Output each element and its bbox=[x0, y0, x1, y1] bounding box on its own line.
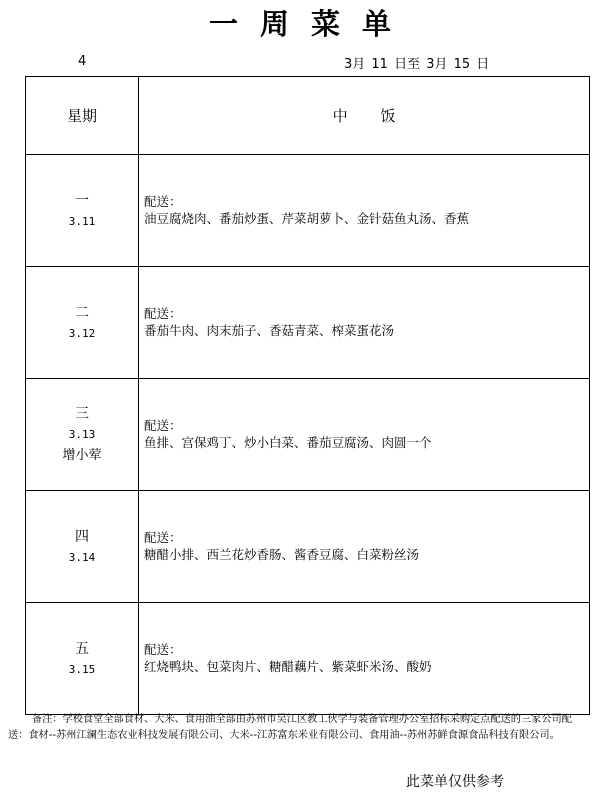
day-date: 3.14 bbox=[68, 550, 96, 564]
page-title: 一周菜单 bbox=[208, 7, 413, 41]
day-name: 四 bbox=[75, 528, 89, 545]
delivery-label: 配送： bbox=[144, 418, 182, 433]
meal-cell bbox=[139, 267, 590, 379]
table-row-thursday bbox=[26, 491, 590, 603]
table-header-row bbox=[26, 77, 590, 155]
delivery-label: 配送： bbox=[144, 530, 182, 545]
day-name: 一 bbox=[75, 192, 89, 209]
table-row-wednesday bbox=[26, 379, 590, 491]
day-cell bbox=[26, 603, 139, 715]
delivery-label: 配送： bbox=[144, 194, 182, 209]
day-date: 3.12 bbox=[68, 326, 96, 340]
table-row-tuesday bbox=[26, 267, 590, 379]
meal-cell bbox=[139, 603, 590, 715]
table-row-friday bbox=[26, 603, 590, 715]
header-lunch: 中 饭 bbox=[139, 77, 590, 155]
day-cell bbox=[26, 267, 139, 379]
meal-items: 糖醋小排、西兰花炒香肠、酱香豆腐、白菜粉丝汤 bbox=[144, 547, 420, 562]
day-cell bbox=[26, 379, 139, 491]
meal-cell bbox=[139, 379, 590, 491]
reference-footer: 此菜单仅供参考 bbox=[406, 774, 504, 790]
header-day: 星期 bbox=[26, 77, 139, 155]
table-row-monday bbox=[26, 155, 590, 267]
meal-items: 鱼排、宫保鸡丁、炒小白菜、番茄豆腐汤、肉圆一个 bbox=[144, 435, 432, 450]
delivery-label: 配送： bbox=[144, 306, 182, 321]
remarks-note: 备注：学校食堂全部食材、大米、食用油全部由苏州市吴江区教工伙学与装备管理办公室招标采购定点配送的三家公司配送：食材--苏州江澜生态农业科技发展有限公司、大米--江苏富东米业有限公司、食用油--苏州苏鲜食源食品科技有限公司。 bbox=[8, 714, 572, 741]
menu-table bbox=[25, 76, 590, 715]
meal-cell bbox=[139, 155, 590, 267]
day-cell bbox=[26, 491, 139, 603]
week-number: 4 bbox=[78, 54, 87, 69]
delivery-label: 配送： bbox=[144, 642, 182, 657]
meal-items: 红烧鸭块、包菜肉片、糖醋藕片、紫菜虾米汤、酸奶 bbox=[144, 659, 432, 674]
day-date: 3.11 bbox=[68, 214, 96, 228]
day-name: 二 bbox=[75, 304, 89, 321]
day-note: 增小荤 bbox=[62, 448, 102, 463]
date-range: 3月 11 日至 3月 15 日 bbox=[344, 57, 490, 72]
day-name: 三 bbox=[75, 406, 89, 422]
meal-items: 油豆腐烧肉、番茄炒蛋、芹菜胡萝卜、金针菇鱼丸汤、香蕉 bbox=[144, 211, 470, 226]
meal-cell bbox=[139, 491, 590, 603]
day-name: 五 bbox=[75, 640, 89, 657]
day-date: 3.13 bbox=[68, 428, 96, 441]
day-date: 3.15 bbox=[68, 662, 96, 676]
day-cell bbox=[26, 155, 139, 267]
meal-items: 番茄牛肉、肉末茄子、香菇青菜、榨菜蛋花汤 bbox=[144, 323, 395, 338]
